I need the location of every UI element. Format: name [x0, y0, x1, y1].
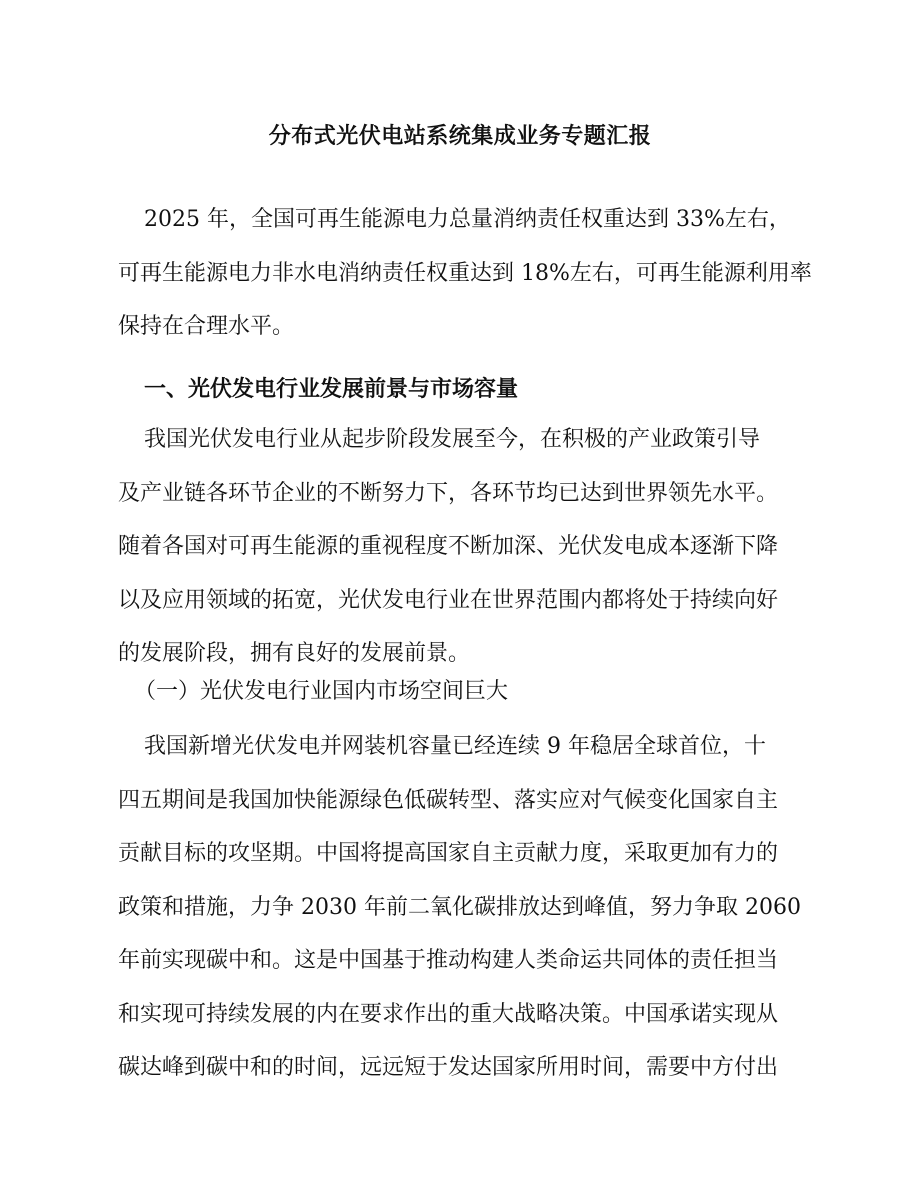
section-1-heading: 一、光伏发电行业发展前景与市场容量 — [144, 377, 519, 402]
intro-line-1: 2025 年，全国可再生能源电力总量消纳责任权重达到 33%左右， — [144, 207, 791, 232]
subsection-1-line-4: 政策和措施，力争 2030 年前二氧化碳排放达到峰值，努力争取 2060 — [118, 894, 801, 920]
section-1-line-5: 的发展阶段，拥有良好的发展前景。 — [118, 641, 471, 666]
subsection-1-line-3: 贡献目标的攻坚期。中国将提高国家自主贡献力度，采取更加有力的 — [118, 841, 779, 866]
subsection-1-line-7: 碳达峰到碳中和的时间，远远短于发达国家所用时间，需要中方付出 — [118, 1055, 779, 1080]
section-1-line-1: 我国光伏发电行业从起步阶段发展至今，在积极的产业政策引导 — [144, 427, 761, 452]
section-1-line-4: 以及应用领域的拓宽，光伏发电行业在世界范围内都将处于持续向好 — [118, 587, 779, 613]
intro-paragraph — [118, 193, 812, 354]
subsection-1-paragraph — [118, 720, 808, 1095]
subsection-1-line-6: 和实现可持续发展的内在要求作出的重大战略决策。中国承诺实现从 — [118, 1001, 779, 1027]
document-title: 分布式光伏电站系统集成业务专题汇报 — [268, 124, 652, 149]
section-1-line-2: 及产业链各环节企业的不断努力下，各环节均已达到世界领先水平。 — [118, 480, 779, 506]
section-1-line-3: 随着各国对可再生能源的重视程度不断加深、光伏发电成本逐渐下降 — [118, 534, 779, 559]
subsection-1-heading: （一）光伏发电行业国内市场空间巨大 — [134, 679, 509, 704]
subsection-1-line-1: 我国新增光伏发电并网装机容量已经连续 9 年稳居全球首位，十 — [144, 734, 766, 759]
subsection-1-line-5: 年前实现碳中和。这是中国基于推动构建人类命运共同体的责任担当 — [118, 948, 779, 973]
intro-line-3: 保持在合理水平。 — [118, 314, 295, 339]
intro-line-2: 可再生能源电力非水电消纳责任权重达到 18%左右，可再生能源利用率 — [118, 260, 812, 286]
section-1-paragraph — [118, 413, 808, 681]
subsection-1-line-2: 四五期间是我国加快能源绿色低碳转型、落实应对气候变化国家自主 — [118, 787, 779, 813]
